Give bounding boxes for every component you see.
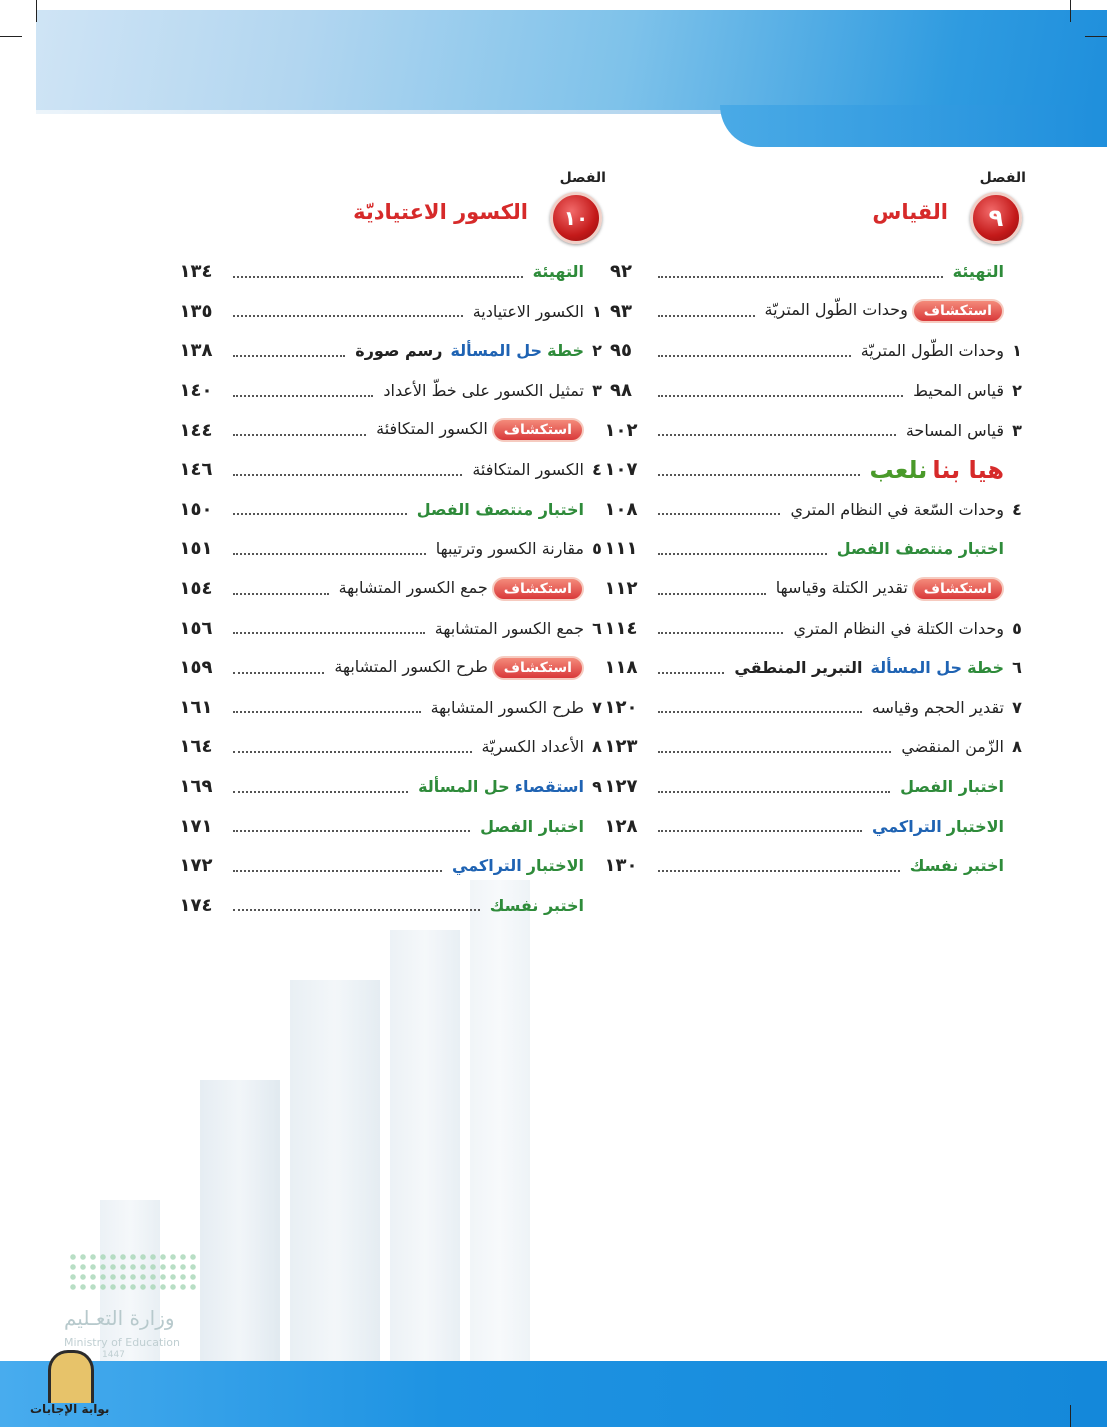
leader-dots [658,741,891,753]
leader-dots [658,385,903,397]
page-number: ١٥١ [179,538,213,560]
lesson-title: وحدات الكتلة في النظام المتري [793,618,1004,638]
chapter-label: الفصل [979,170,1026,186]
lesson-number: ٧ [1012,697,1022,717]
toc-title [468,460,584,479]
toc-title [379,381,584,400]
header-band-edge [36,110,726,114]
chapter-9 [590,170,1030,877]
page-number: ١١٨ [604,657,638,679]
page-number: ١١١ [604,538,638,560]
page-number: ١٦١ [179,696,213,718]
toc-title [786,500,1004,519]
arch-icon [48,1350,94,1403]
leader-dots [658,305,755,317]
header-tab [720,105,1107,147]
page-number: ٩٨ [610,380,632,402]
toc-title [431,619,584,638]
chapter-header [165,170,610,240]
lesson-title: الكسور المتكافئة [472,460,584,480]
leader-dots [658,424,896,436]
chapter-number: ١٠ [550,192,602,244]
lesson-title: الكسور الاعتيادية [472,301,584,321]
crop-mark [36,0,37,22]
toc-row[interactable] [165,529,610,569]
toc-title [335,577,584,601]
play-title: هيا بنا [932,455,1004,484]
toc-row[interactable] [165,608,610,648]
crop-mark [1070,1405,1071,1427]
leader-dots [658,781,890,793]
explore-title: وحدات الطّول المتريّة [764,300,908,320]
page-number: ١٥٤ [179,578,213,600]
toc-title [476,817,584,836]
page-number: ٩٢ [610,261,632,283]
explore-title: جمع الكسور المتشابهة [338,577,488,597]
toc-row[interactable] [590,727,1030,767]
toc-row[interactable] [590,608,1030,648]
section-title: اختبار منتصف الفصل [416,499,584,519]
page-number: ١٥٩ [179,657,213,679]
toc-title [897,737,1004,756]
lesson-number: ٥ [1012,618,1022,638]
toc-row[interactable] [165,727,610,767]
explore-badge: استكشاف [912,577,1004,601]
lesson-number: ١ [592,301,602,321]
page-number: ١٦٤ [179,736,213,758]
leader-dots [658,503,780,515]
plan-strategy: رسم صورة [355,341,443,361]
section-title: اختبار الفصل [900,777,1004,797]
cumulative-label: الاختبار [526,856,584,876]
lesson-title: الزّمن المنقضي [901,737,1004,757]
toc-row[interactable] [590,410,1030,450]
leader-dots [233,266,523,278]
lesson-number: ٨ [592,737,602,757]
lesson-number: ٣ [1012,420,1022,440]
section-title: التهيئة [532,262,584,282]
plan-label-problem: حل المسألة [450,341,543,361]
toc-title [372,418,584,442]
toc-row[interactable] [165,767,610,807]
portal-name: بوابة الإجابات [30,1402,110,1416]
page-number: ٩٥ [610,340,632,362]
toc-row[interactable] [590,490,1030,530]
toc-list [165,252,610,925]
chapter-title: الكسور الاعتياديّة [353,200,528,224]
page-number: ١٣٠ [604,855,638,877]
footer-band [0,1361,1107,1427]
play-title-word: نلعب [869,455,928,484]
page-number: ١٣٤ [179,261,213,283]
leader-dots [658,464,860,476]
page-number: ١٤٤ [179,419,213,441]
page-number: ١٤٠ [179,380,213,402]
leader-dots [233,701,421,713]
toc-title [478,737,584,756]
toc-title [413,500,584,519]
leader-dots [233,781,408,793]
building-1 [200,1080,280,1361]
lesson-title: جمع الكسور المتشابهة [434,618,584,638]
page-number: ١٥٦ [179,617,213,639]
chapter-label: الفصل [559,170,606,186]
page-number: ١٧٢ [179,855,213,877]
toc-title [486,896,584,915]
page-number: ١٤٦ [179,459,213,481]
leader-dots [233,385,373,397]
page-number: ١٣٥ [179,300,213,322]
toc-title [730,658,1004,677]
crop-mark [1085,36,1107,37]
lesson-title: الأعداد الكسريّة [481,737,584,757]
leader-dots [233,543,426,555]
lesson-title: تمثيل الكسور على خطّ الأعداد [383,381,584,401]
toc-title [469,302,584,321]
header-band [36,10,1107,110]
section-title: اختبر نفسك [489,895,584,915]
ministry-logo [60,1250,210,1360]
toc-row[interactable] [165,886,610,926]
toc-title [761,299,1005,323]
crop-mark [1070,0,1071,22]
toc-title [896,777,1004,796]
investigate-problem: حل المسألة [418,777,510,797]
leader-dots [658,860,900,872]
page-number: ١٠٧ [604,459,638,481]
leader-dots [233,345,345,357]
toc-title [902,421,1004,440]
leader-dots [233,503,407,515]
toc-title [866,456,1004,484]
page-number: ١٧١ [179,815,213,837]
explore-title: الكسور المتكافئة [376,419,488,439]
leader-dots [658,622,783,634]
page-number: ١٢٠ [604,696,638,718]
toc-row[interactable] [590,846,1030,886]
toc-title [448,856,584,875]
plan-label: خطة [547,341,584,361]
lesson-number: ٢ [1012,381,1022,401]
lesson-number: ٣ [592,381,602,401]
leader-dots [233,305,463,317]
toc-title [351,341,584,360]
toc-title [427,698,584,717]
toc-row[interactable] [165,648,610,688]
toc-row[interactable] [165,371,610,411]
toc-title [868,817,1004,836]
cumulative-label: الاختبار [946,816,1004,836]
page-number: ١٥٠ [179,498,213,520]
toc-row[interactable] [165,410,610,450]
explore-badge: استكشاف [912,299,1004,323]
lesson-title: تقدير الحجم وقياسه [871,697,1004,717]
logo-dots-icon [68,1252,198,1292]
toc-title [949,262,1004,281]
toc-title [772,577,1004,601]
leader-dots [233,622,425,634]
toc-row[interactable] [590,529,1030,569]
toc-row[interactable] [590,371,1030,411]
toc-row[interactable] [590,767,1030,807]
toc-title [833,539,1004,558]
building-2 [290,980,380,1361]
toc-title [330,656,584,680]
explore-badge: استكشاف [492,418,584,442]
leader-dots [233,662,324,674]
toc-row[interactable] [165,806,610,846]
cumulative-word: التراكمي [872,816,942,836]
ministry-name-ar: وزارة التعـليم [64,1306,175,1330]
cumulative-word: التراكمي [452,856,522,876]
toc-row[interactable] [590,688,1030,728]
toc-row[interactable] [590,292,1030,332]
toc-title [529,262,584,281]
leader-dots [658,583,766,595]
page-number: ١٧٤ [179,894,213,916]
lesson-number: ٥ [592,539,602,559]
page-number: ١٠٢ [604,419,638,441]
building-4 [470,880,530,1361]
toc-row[interactable] [590,806,1030,846]
page-number: ١٢٧ [604,776,638,798]
toc-title [414,777,584,796]
leader-dots [658,345,851,357]
toc-row[interactable] [590,252,1030,292]
lesson-number: ٨ [1012,737,1022,757]
lesson-number: ١ [1012,341,1022,361]
leader-dots [233,583,329,595]
explore-title: تقدير الكتلة وقياسها [775,577,908,597]
toc-title [432,539,584,558]
section-title: اختبار منتصف الفصل [836,539,1004,559]
leader-dots [658,820,862,832]
section-title: اختبر نفسك [909,856,1004,876]
lesson-number: ٩ [592,777,602,797]
building-3 [390,930,460,1361]
lesson-number: ٢ [592,341,602,361]
page-number: ١٢٨ [604,815,638,837]
toc-title [868,698,1004,717]
leader-dots [658,701,862,713]
lesson-title: وحدات السّعة في النظام المتري [790,499,1004,519]
toc-list [590,252,1030,886]
page-number: ١٦٩ [179,776,213,798]
toc-row[interactable] [590,569,1030,609]
leader-dots [233,464,462,476]
lesson-number: ٧ [592,697,602,717]
plan-strategy: التبرير المنطقي [734,658,863,678]
toc-row[interactable] [165,688,610,728]
toc-row[interactable] [165,450,610,490]
page-number: ١٣٨ [179,340,213,362]
chapter-number: ٩ [970,192,1022,244]
toc-row[interactable] [590,450,1030,490]
leader-dots [658,266,943,278]
ministry-name-en: Ministry of Education [64,1336,181,1349]
toc-row[interactable] [165,846,610,886]
lesson-number: ٦ [592,618,602,638]
explore-badge: استكشاف [492,656,584,680]
ministry-year: 1447 [102,1350,125,1360]
leader-dots [658,543,827,555]
explore-title: طرح الكسور المتشابهة [334,656,488,676]
toc-row[interactable] [165,252,610,292]
plan-label-problem: حل المسألة [870,658,963,678]
leader-dots [233,424,366,436]
lesson-title: قياس المحيط [913,381,1004,401]
plan-label: خطة [967,658,1004,678]
lesson-number: ٦ [1012,658,1022,678]
toc-title [906,856,1004,875]
leader-dots [233,820,470,832]
chapter-header [590,170,1030,240]
toc-row[interactable] [165,490,610,530]
toc-title [909,381,1004,400]
chapter-10 [165,170,610,916]
lesson-title: قياس المساحة [905,420,1004,440]
lesson-number: ٤ [592,460,602,480]
page-number: ١٠٨ [604,498,638,520]
leader-dots [233,741,472,753]
page-number: ١١٤ [604,617,638,639]
lesson-title: مقارنة الكسور وترتيبها [435,539,584,559]
investigate-label: استقصاء [514,777,584,797]
leader-dots [233,860,442,872]
lesson-title: وحدات الطّول المتريّة [860,341,1004,361]
page-number: ٩٣ [610,300,632,322]
toc-row[interactable] [165,331,610,371]
leader-dots [658,662,724,674]
explore-badge: استكشاف [492,577,584,601]
portal-logo[interactable] [30,1350,110,1427]
lesson-number: ٤ [1012,499,1022,519]
leader-dots [233,899,480,911]
toc-row[interactable] [165,292,610,332]
section-title: اختبار الفصل [480,816,584,836]
section-title: التهيئة [952,262,1004,282]
chapter-title: القياس [872,200,948,224]
page-number: ١١٢ [604,578,638,600]
toc-row[interactable] [590,648,1030,688]
lesson-title: طرح الكسور المتشابهة [430,697,584,717]
toc-row[interactable] [165,569,610,609]
toc-title [857,341,1004,360]
toc-row[interactable] [590,331,1030,371]
crop-mark [0,36,22,37]
toc-title [789,619,1004,638]
page-number: ١٢٣ [604,736,638,758]
